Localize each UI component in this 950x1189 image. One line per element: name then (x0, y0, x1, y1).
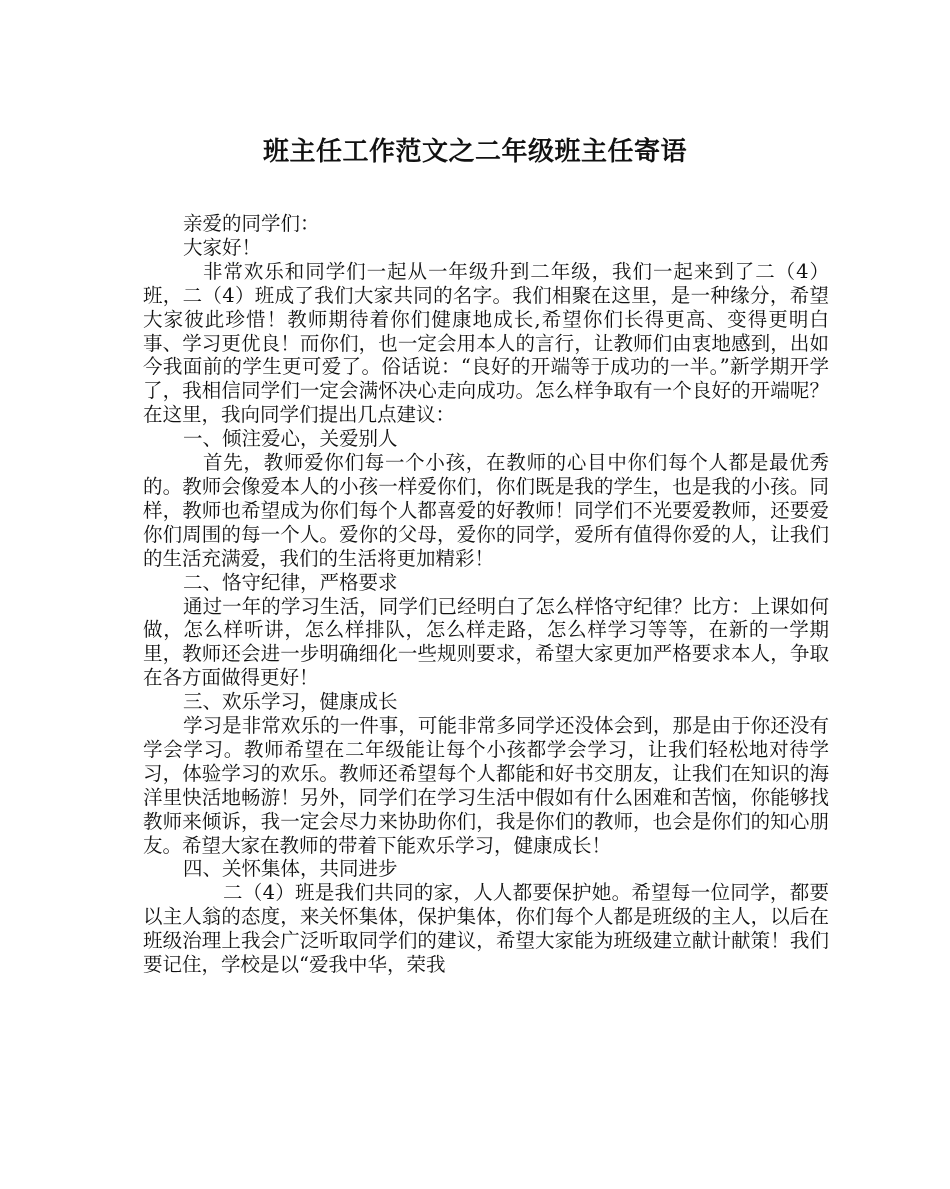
section-paragraph-1: 首先，教师爱你们每一个小孩，在教师的心目中你们每个人都是最优秀的。教师会像爱本人的小孩一样爱你们，你们既是我的学生，也是我的小孩。同样，教师也希望成为你们每个人都喜爱的好教师！同学们不光要爱教师，还要爱你们周围的每一个人。爱你的父母，爱你的同学，爱所有值得你爱的人，让我们的生活充满爱，我们的生活将更加精彩！ (143, 451, 829, 570)
section-paragraph-4: 二（4）班是我们共同的家，人人都要保护她。希望每一位同学，都要以主人翁的态度，来关怀集体，保护集体，你们每个人都是班级的主人，以后在班级治理上我会广泛听取同学们的建议，希望大家能为班级建立献计献策！我们要记住，学校是以“爱我中华，荣我 (143, 881, 829, 977)
salutation: 亲爱的同学们： (183, 212, 320, 235)
document-title: 班主任工作范文之二年级班主任寄语 (262, 137, 687, 167)
section-paragraph-3: 学习是非常欢乐的一件事，可能非常多同学还没体会到，那是由于你还没有学会学习。教师希望在二年级能让每个小孩都学会学习，让我们轻松地对待学习，体验学习的欢乐。教师还希望每个人都能和好书交朋友，让我们在知识的海洋里快活地畅游！另外，同学们在学习生活中假如有什么困难和苦恼，你能够找教师来倾诉，我一定会尽力来协助你们，我是你们的教师，也会是你们的知心朋友。希望大家在教师的带着下能欢乐学习，健康成长！ (143, 714, 829, 857)
intro-paragraph: 非常欢乐和同学们一起从一年级升到二年级，我们一起来到了二（4）班，二（4）班成了我们大家共同的名字。我们相聚在这里，是一种缘分，希望大家彼此珍惜！教师期待着你们健康地成长,希望你们长得更高、变得更明白事、学习更优良！而你们，也一定会用本人的言行，让教师们由衷地感到，出如今我面前的学生更可爱了。俗话说：“良好的开端等于成功的一半。”新学期开学了，我相信同学们一定会满怀决心走向成功。怎么样争取有一个良好的开端呢？在这里，我向同学们提出几点建议： (143, 259, 829, 427)
section-paragraph-2: 通过一年的学习生活，同学们已经明白了怎么样恪守纪律？比方：上课如何做，怎么样听讲，怎么样排队，怎么样走路，怎么样学习等等，在新的一学期里，教师还会进一步明确细化一些规则要求，希望大家更加严格要求本人，争取在各方面做得更好！ (143, 594, 829, 690)
section-heading-1: 一、倾注爱心，关爱别人 (183, 427, 398, 451)
greeting: 大家好！ (183, 235, 262, 259)
section-heading-4: 四、关怀集体，共同进步 (183, 857, 398, 881)
section-heading-3: 三、欢乐学习，健康成长 (183, 690, 398, 714)
section-heading-2: 二、恪守纪律，严格要求 (183, 570, 398, 594)
document-body (143, 212, 829, 977)
